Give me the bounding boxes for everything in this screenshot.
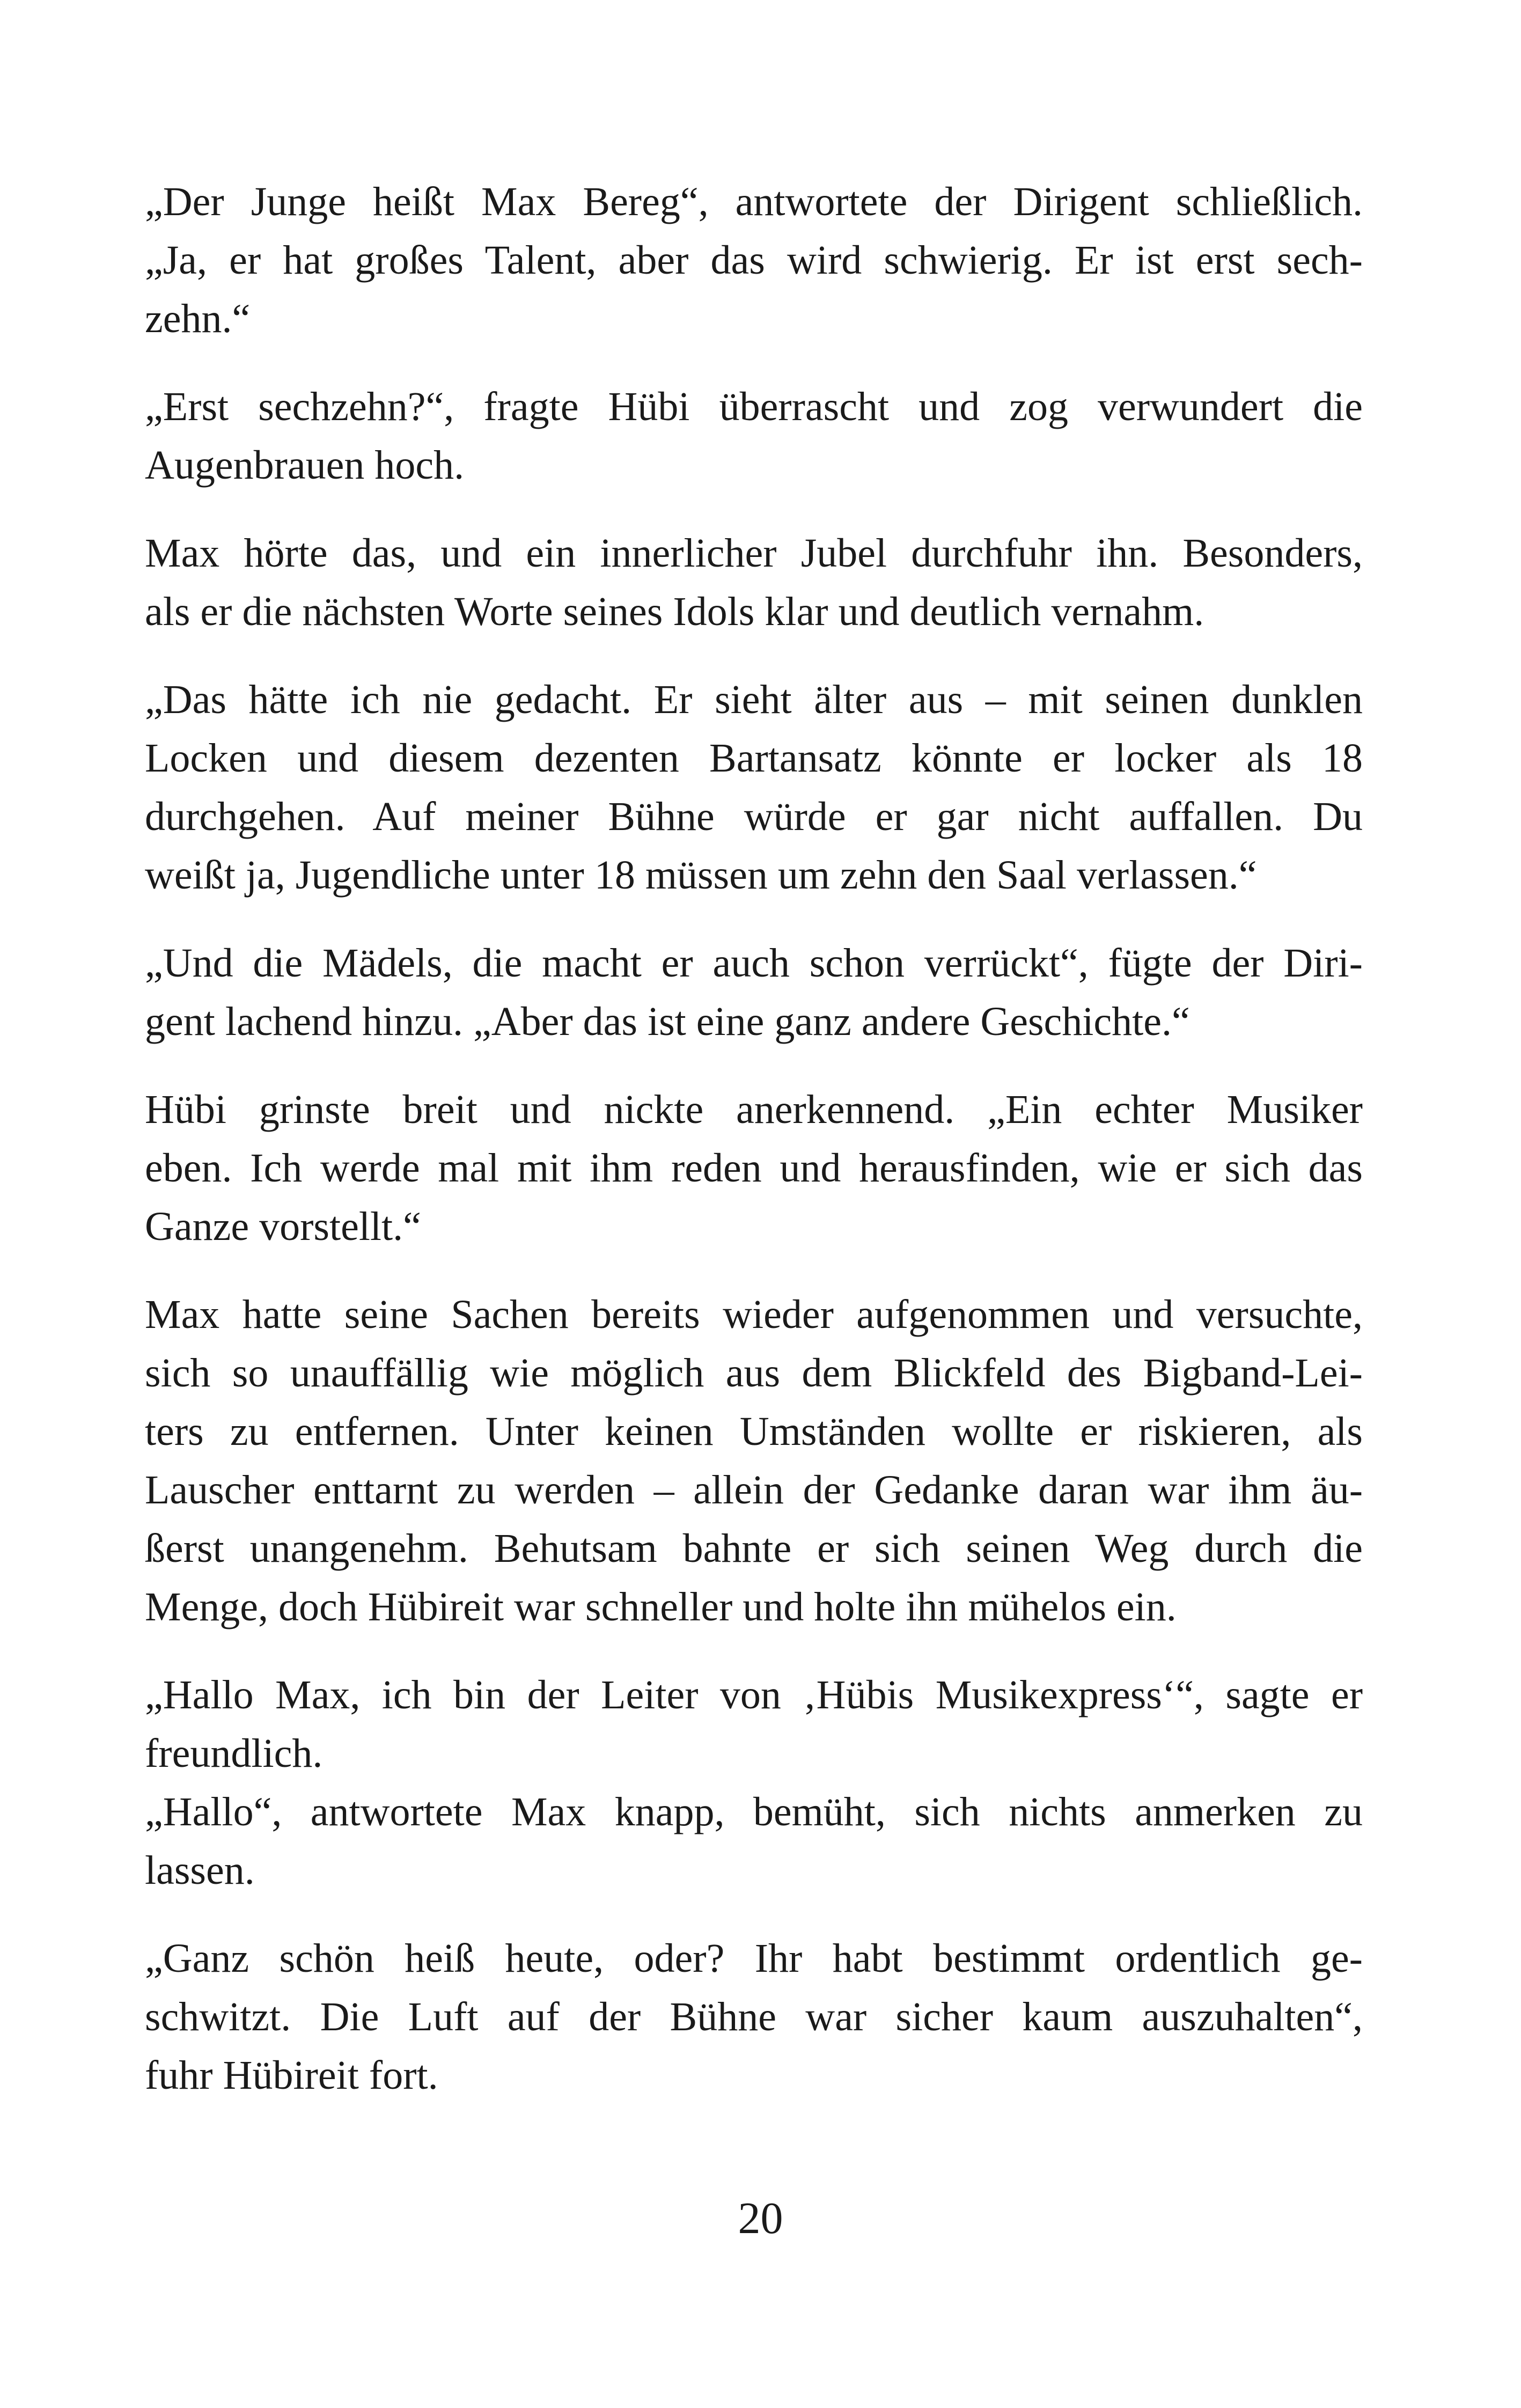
text-line: ßerst unangenehm. Behutsam bahnte er sich seinen Weg durch die — [145, 1526, 1363, 1571]
text-line: fuhr Hübireit fort. — [145, 2053, 438, 2098]
text-line: zehn.“ — [145, 296, 251, 341]
text-line: schwitzt. Die Luft auf der Bühne war sicher kaum auszuhalten“, — [145, 1994, 1363, 2039]
paragraph-gap — [145, 495, 1363, 524]
text-line: als er die nächsten Worte seines Idols klar und deutlich vernahm. — [145, 589, 1204, 634]
paragraph-2 — [145, 378, 1363, 495]
paragraph-gap — [145, 1636, 1363, 1666]
text-line: Hübi grinste breit und nickte anerkennend. „Ein echter Musiker — [145, 1087, 1363, 1132]
paragraph-8 — [145, 1666, 1363, 1900]
text-line: Ganze vorstellt.“ — [145, 1204, 421, 1249]
text-line: „Ganz schön heiß heute, oder? Ihr habt bestimmt ordentlich ge- — [145, 1936, 1363, 1981]
page-body — [145, 173, 1363, 2105]
text-line: „Der Junge heißt Max Bereg“, antwortete der Dirigent schließlich. — [145, 179, 1363, 224]
paragraph-3 — [145, 524, 1363, 641]
text-line: Lauscher enttarnt zu werden – allein der Gedanke daran war ihm äu- — [145, 1467, 1363, 1513]
paragraph-7 — [145, 1286, 1363, 1636]
paragraph-9 — [145, 1929, 1363, 2105]
paragraph-6 — [145, 1081, 1363, 1256]
text-line: „Das hätte ich nie gedacht. Er sieht älter aus – mit seinen dunklen — [145, 677, 1363, 722]
text-line: „Erst sechzehn?“, fragte Hübi überrascht und zog verwundert die — [145, 384, 1363, 429]
text-line: lassen. — [145, 1848, 255, 1893]
paragraph-gap — [145, 1051, 1363, 1081]
text-line: weißt ja, Jugendliche unter 18 müssen um zehn den Saal verlassen.“ — [145, 853, 1257, 898]
text-line: Augenbrauen hoch. — [145, 443, 465, 488]
paragraph-gap — [145, 1900, 1363, 1929]
paragraph-5 — [145, 934, 1363, 1051]
paragraph-gap — [145, 905, 1363, 934]
text-line: Max hörte das, und ein innerlicher Jubel durchfuhr ihn. Besonders, — [145, 531, 1363, 576]
text-line: eben. Ich werde mal mit ihm reden und herausfinden, wie er sich das — [145, 1146, 1363, 1191]
text-line: Max hatte seine Sachen bereits wieder aufgenommen und versuchte, — [145, 1292, 1363, 1337]
text-line: „Hallo Max, ich bin der Leiter von ‚Hübis Musikexpress‘“, sagte er — [145, 1672, 1363, 1717]
paragraph-4 — [145, 671, 1363, 905]
paragraph-gap — [145, 641, 1363, 671]
text-line: Locken und diesem dezenten Bartansatz könnte er locker als 18 — [145, 736, 1363, 781]
text-line: gent lachend hinzu. „Aber das ist eine ganz andere Geschichte.“ — [145, 999, 1190, 1044]
text-line: sich so unauffällig wie möglich aus dem Blickfeld des Bigband-Lei- — [145, 1350, 1363, 1396]
text-line: „Ja, er hat großes Talent, aber das wird schwierig. Er ist erst sech- — [145, 238, 1363, 283]
paragraph-gap — [145, 348, 1363, 378]
text-line: ters zu entfernen. Unter keinen Umständen wollte er riskieren, als — [145, 1409, 1363, 1454]
paragraph-1 — [145, 173, 1363, 348]
text-line: „Und die Mädels, die macht er auch schon verrückt“, fügte der Diri- — [145, 941, 1363, 986]
page-number: 20 — [738, 2193, 783, 2243]
text-line: „Hallo“, antwortete Max knapp, bemüht, sich nichts anmerken zu — [145, 1789, 1363, 1834]
text-line: Menge, doch Hübireit war schneller und holte ihn mühelos ein. — [145, 1584, 1177, 1629]
text-line: durchgehen. Auf meiner Bühne würde er gar nicht auffallen. Du — [145, 794, 1363, 839]
text-line: freundlich. — [145, 1731, 323, 1776]
paragraph-gap — [145, 1256, 1363, 1286]
